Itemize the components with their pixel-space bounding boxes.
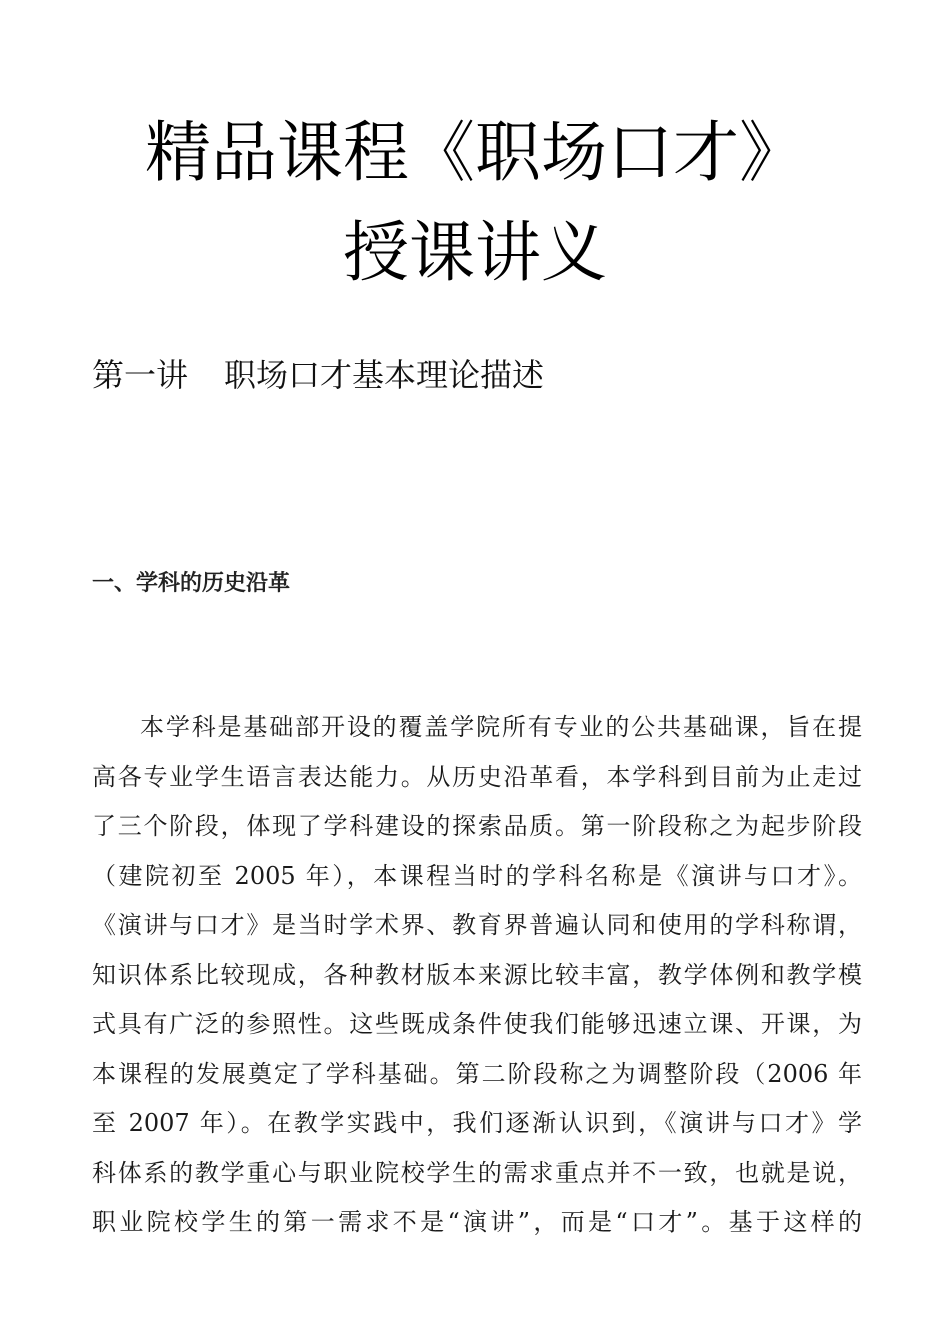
body-line: 本课程的发展奠定了学科基础。第二阶段称之为调整阶段（2006 年 bbox=[92, 1059, 862, 1088]
body-line: 《演讲与口才》是当时学术界、教育界普遍认同和使用的学科称谓， bbox=[92, 911, 862, 939]
body-line: 知识体系比较现成，各种教材版本来源比较丰富，教学体例和教学模 bbox=[92, 960, 862, 989]
body-line: 式具有广泛的参照性。这些既成条件使我们能够迅速立课、开课，为 bbox=[92, 1010, 862, 1038]
body-line: 了三个阶段，体现了学科建设的探索品质。第一阶段称之为起步阶段 bbox=[92, 812, 862, 840]
document-title-line-2: 授课讲义 bbox=[343, 214, 607, 291]
lecture-heading bbox=[92, 356, 544, 394]
body-line: 高各专业学生语言表达能力。从历史沿革看，本学科到目前为止走过 bbox=[92, 762, 862, 791]
body-line: 职业院校学生的第一需求不是“演讲”，而是“口才”。基于这样的 bbox=[92, 1208, 862, 1236]
section-heading: 一、学科的历史沿革 bbox=[92, 571, 291, 596]
body-line: 本学科是基础部开设的覆盖学院所有专业的公共基础课，旨在提 bbox=[140, 713, 862, 741]
lecture-title: 职场口才基本理论描述 bbox=[224, 356, 545, 394]
document-title-line-1: 精品课程《职场口才》 bbox=[145, 114, 805, 191]
lecture-number: 第一讲 bbox=[92, 356, 189, 394]
body-line: （建院初至 2005 年），本课程当时的学科名称是《演讲与口才》。 bbox=[92, 861, 862, 890]
body-line: 至 2007 年）。在教学实践中，我们逐渐认识到，《演讲与口才》学 bbox=[92, 1109, 862, 1137]
body-line: 科体系的教学重心与职业院校学生的需求重点并不一致，也就是说， bbox=[92, 1158, 862, 1187]
body-paragraph bbox=[92, 703, 862, 1248]
